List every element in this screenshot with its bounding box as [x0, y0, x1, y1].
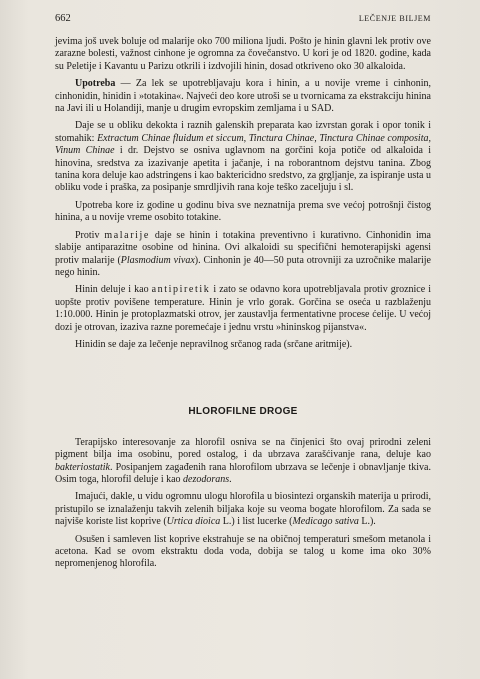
paragraph-chlorophyll-intro: Terapijsko interesovanje za hlorofil osniva se na činjenici što ovaj prirodni zeleni pigment bilja ima osobinu, pored ostalog, i da ubrzava zarašćivanje rana, deluje kao bakteriostatik. Posipanjem zagađenih rana hlorofilom ubrzava se lečenje i obnavljanje tkiva. Osim toga, hlorofil deluje i kao dezodorans.: [55, 436, 431, 485]
section-heading: HLOROFILNE DROGE: [188, 406, 298, 418]
page-header: [55, 13, 431, 27]
running-title: LEČENJE BILJEM: [358, 14, 431, 23]
paragraph-malaria-continued: jevima još uvek boluje od malarije oko 700 miliona ljudi. Pošto je hinin glavni lek protiv ove zarazne bolesti, važnost cinhone je ogromna za čovečanstvo. U kori je od 1820. godine, kada su Peletije i Kavantu u Parizu otkrili i izdvojili hinin, dosad otkriveno oko 30 alkaloida.: [55, 36, 431, 72]
spaced-term: malarije: [104, 229, 150, 241]
paragraph-antimalarial: Protiv malarije daje se hinin i totakina preventivno i kurativno. Cinhonidin ima slabije antiparazitne osobine od hinina. Ovi alkaloidi su specifični hemoterapijski agensi protiv malarije (Plasmodium vivax). Cinhonin je 40—50 puta otrovniji za uzročnike malarije nego hinin.: [55, 229, 431, 278]
paragraph-quinidine: Hinidin se daje za lečenje nepravilnog srčanog rada (srčane aritmije).: [75, 338, 353, 350]
paragraph-antipyretic: Hinin deluje i kao antipiretik i zato se odavno kora upotrebljavala protiv groznice i uopšte protiv povišene temperature. Hinin je vrlo gorak. Gorčina se oseća u razblaženju 1:10.000. Hinin je protoplazmatski otrov, jer zaustavlja fermentativne procese ćelije. U većoj dozi je otrovan, izaziva razne poremećaje i jednu vrstu »hininskog pijanstva«.: [55, 284, 431, 333]
spaced-term: antipiretik: [151, 284, 211, 296]
paragraph-chlorophyll-plants: Imajući, dakle, u vidu ogromnu ulogu hlorofila u biosintezi organskih materija u prirodi, pristupilo se iznalaženju takvih zelenih biljaka koje su veoma bogate hlorofilom. Za sada se najviše koriste list koprive (Urtica dioica L.) i list lucerke (Medicago sativa L.).: [55, 491, 431, 528]
preparation-names: Extractum Chinae fluidum et siccum, Tinctura Chinae, Tinctura Chinae composita, Vinum Chinae: [55, 132, 431, 157]
species-name: Plasmodium vivax: [120, 254, 195, 266]
paragraph-preparations: Daje se u obliku dekokta i raznih galenskih preparata kao izvrstan gorak i opor tonik i stomahik: Extractum Chinae fluidum et siccum, Tinctura Chinae, Tinctura Chinae composita, Vinum Chinae i dr. Dejstvo se osniva uglavnom na gorčini koja potiče od alkaloida i hinovina, sredstva za izazivanje apetita i jačanje, i na roborantnom dejstvu tanina. Zbog tanina kora deluje kao adstringens i kao baktericidno sredstvo, za grgljanje, za ispiranje usta u obliku vode i praška, za posipanje smrdljivih rana koje teško zaceljuju i sl.: [55, 120, 431, 194]
paragraph-usage: Upotreba — Za lek se upotrebljavaju kora i hinin, a u novije vreme i cinhonin, cinhonidin, hinidin i »totakina«. Najveći deo kore utroši se u tvornicama za ekstrakciju hinina na Javi ili u Holandiji, manje u drugim evropskim zemljama i u SAD.: [55, 78, 431, 115]
paragraph-consumption: Upotreba kore iz godine u godinu biva sve neznatnija prema sve većoj potrošnji čistog hinina, a u novije vreme osobito totakine.: [55, 199, 431, 224]
body-text: [55, 36, 431, 576]
usage-lead: Upotreba: [75, 78, 116, 90]
page-number: 662: [55, 13, 71, 24]
paragraph-chlorophyll-extraction: Osušen i samleven list koprive ekstrahuje se na običnoj temperaturi smešom metanola i acetona. Kad se ovom ekstraktu doda voda, dobija se talog u kome ima oko 30% nepromenjenog hlorofila.: [55, 533, 431, 570]
